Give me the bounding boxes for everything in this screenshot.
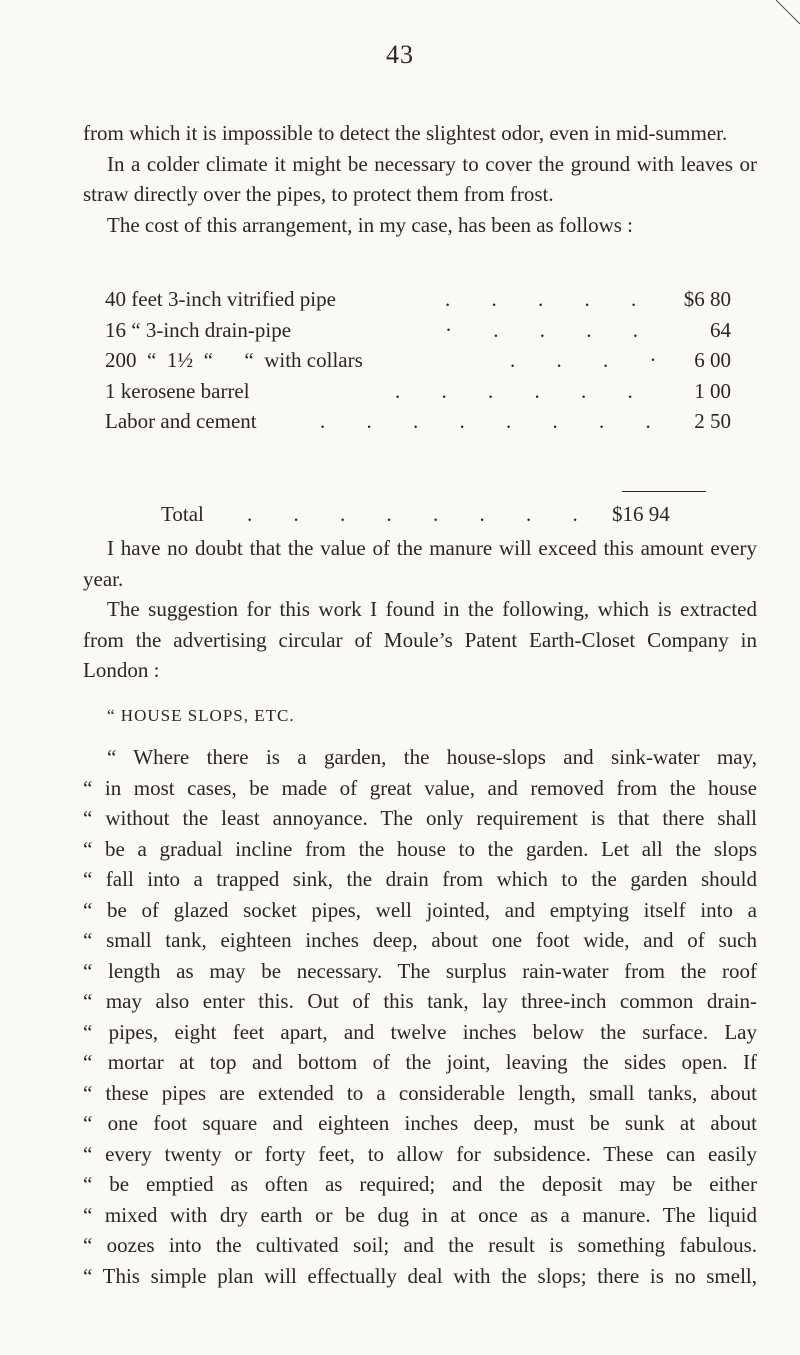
paragraph-source: The suggestion for this work I found in the following, which is extracted from the advertising circular of Moule’s Patent Earth-Closet Company in London : <box>83 597 757 682</box>
quote-line: “ Where there is a garden, the house-slops and sink-water may, <box>107 745 757 769</box>
leader-dots: . . . . . <box>445 287 655 311</box>
cost-amount: 6 00 <box>694 348 731 372</box>
cost-row <box>105 315 735 346</box>
leader-dots: . . . · <box>510 348 675 372</box>
quote-line: “ every twenty or forty feet, to allow for subsidence. These can easily <box>83 1141 757 1166</box>
leader-dots: . . . . . . . . <box>320 409 669 433</box>
cost-amount: 2 50 <box>694 409 731 433</box>
cost-row <box>105 284 735 315</box>
cost-item: Labor and cement <box>105 409 257 433</box>
paragraph-continuation: from which it is impossible to detect the slightest odor, even in mid-summer. <box>83 121 728 145</box>
quote-line: “ these pipes are extended to a considerable length, small tanks, about <box>83 1080 757 1105</box>
cost-row <box>105 376 735 407</box>
quote-line: “ mortar at top and bottom of the joint, leaving the sides open. If <box>83 1050 757 1074</box>
cost-item: 1 kerosene barrel <box>105 378 250 403</box>
cost-amount: 1 00 <box>694 378 731 403</box>
quote-line: “ may also enter this. Out of this tank, lay three-inch common drain- <box>83 989 757 1013</box>
paragraph-climate: In a colder climate it might be necessary to cover the ground with leaves or straw directly over the pipes, to protect them from frost. <box>83 151 757 206</box>
quoted-extract <box>83 742 757 1291</box>
paragraph-cost-intro: The cost of this arrangement, in my case, has been as follows : <box>107 212 634 237</box>
cost-item: 16 “ 3-inch drain-pipe <box>105 317 292 342</box>
cost-row <box>105 406 735 437</box>
quote-line: “ one foot square and eighteen inches deep, must be sunk at about <box>83 1111 757 1135</box>
quote-line: “ This simple plan will effectually deal with the slops; there is no smell, <box>83 1263 757 1288</box>
cost-amount: $6 80 <box>683 287 731 311</box>
quote-line: “ without the least annoyance. The only requirement is that there shall <box>83 806 757 830</box>
quote-line: “ mixed with dry earth or be dug in at once as a manure. The liquid <box>83 1202 757 1227</box>
quote-line: “ be of glazed socket pipes, well jointed, and emptying itself into a <box>83 897 757 922</box>
leader-dots: · . . . . <box>445 317 656 342</box>
leader-dots: . . . . . . . . <box>247 502 596 526</box>
scan-edge-mark <box>776 0 800 24</box>
quote-line: “ fall into a trapped sink, the drain from which to the garden should <box>83 867 757 891</box>
quote-heading: “ HOUSE SLOPS, ETC. <box>107 706 295 725</box>
quote-line: “ be a gradual incline from the house to the garden. Let all the slops <box>83 836 757 861</box>
quote-line: “ length as may be necessary. The surplus rain-water from the roof <box>83 958 757 983</box>
quote-line: “ small tank, eighteen inches deep, about one foot wide, and of such <box>83 928 757 952</box>
total-row <box>0 498 800 530</box>
cost-row <box>105 345 735 376</box>
page-number: 43 <box>386 40 414 69</box>
total-label: Total <box>161 502 204 526</box>
cost-amount: 64 <box>710 317 731 342</box>
quote-line: “ pipes, eight feet apart, and twelve inches below the surface. Lay <box>83 1019 757 1044</box>
cost-table <box>105 284 735 437</box>
quote-line: “ in most cases, be made of great value, and removed from the house <box>83 775 757 800</box>
leader-dots: . . . . . . <box>395 378 651 403</box>
cost-item: 40 feet 3-inch vitrified pipe <box>105 287 336 311</box>
sum-rule <box>622 491 706 492</box>
quote-line: “ be emptied as often as required; and the deposit may be either <box>83 1172 757 1196</box>
quote-line: “ oozes into the cultivated soil; and the result is something fabulous. <box>83 1233 757 1257</box>
total-amount: $16 94 <box>612 502 670 526</box>
closing-text <box>83 533 757 686</box>
paragraph-manure-value: I have no doubt that the value of the manure will exceed this amount every year. <box>83 536 757 591</box>
opening-text <box>83 118 757 240</box>
cost-item: 200 “ 1½ “ “ with collars <box>105 348 363 372</box>
